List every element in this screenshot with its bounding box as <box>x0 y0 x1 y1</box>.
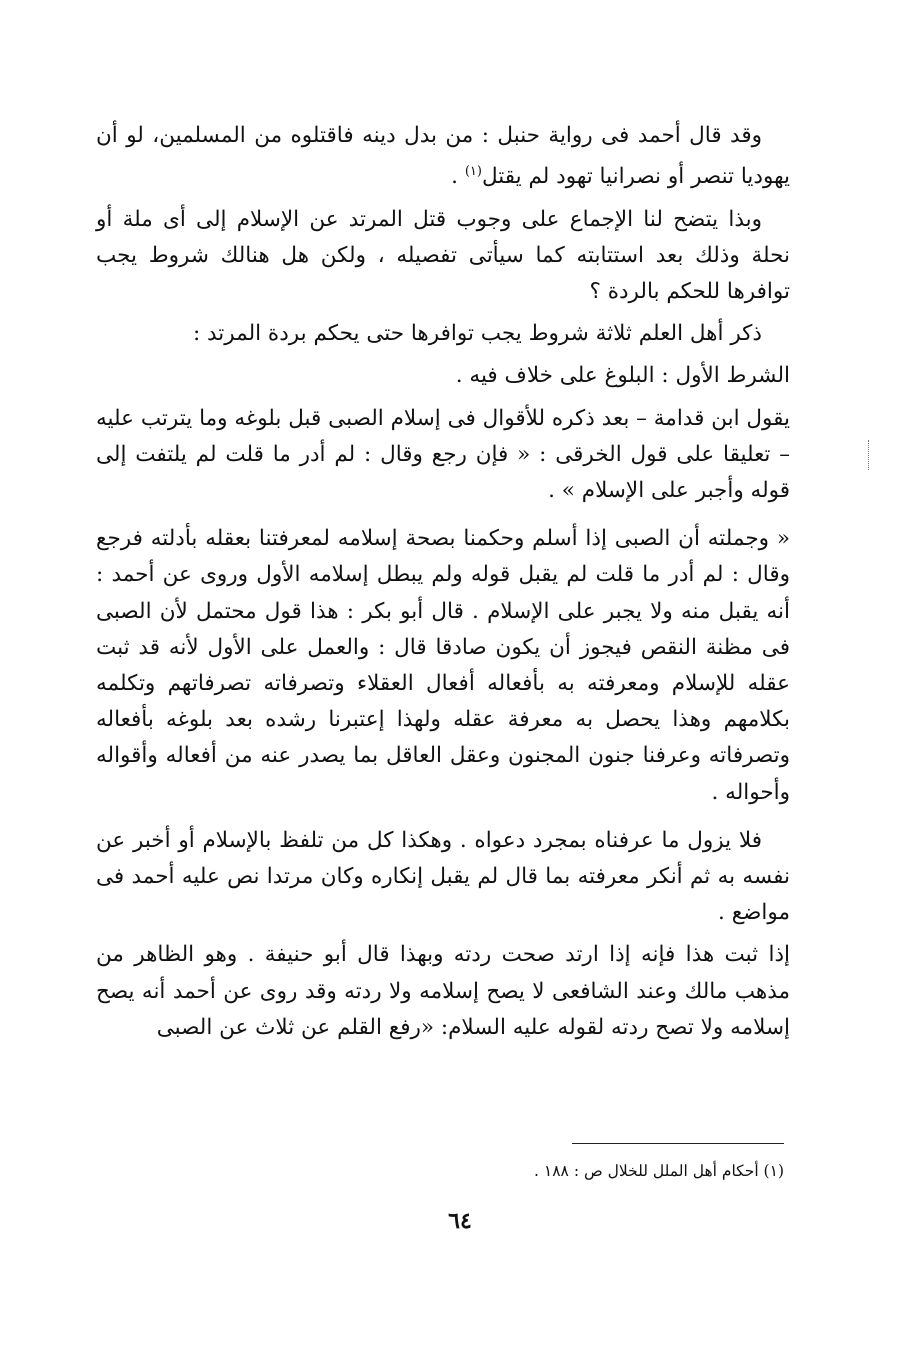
paragraph-1 <box>96 118 790 196</box>
paragraph-3: ذكر أهل العلم ثلاثة شروط يجب توافرها حتى يحكم بردة المرتد : <box>192 321 762 347</box>
paragraph-1-text: وقد قال أحمد فى رواية حنبل : من بدل دينه فاقتلوه من المسلمين، لو أن يهوديا تنصر أو نصرانيا تهود لم يقتل <box>96 123 790 190</box>
paragraph-6: « وجملته أن الصبى إذا أسلم وحكمنا بصحة إسلامه لمعرفتنا بعقله بأدلته فرجع وقال : لم أدر ما قلت لم يقبل قوله ولم يبطل إسلامه الأول وروى عن أحمد : أنه يقبل منه ولا يجبر على الإسلام . قال أبو بكر : هذا قول محتمل لأن الصبى فى مظنة النقص فيجوز أن يكون صادقا قال : والعمل على الأول لأنه قد ثبت عقله للإسلام ومعرفته به بأفعاله أفعال العقلاء وتصرفاته تصرفاتهم وتكلمه بكلامهم وهذا يحصل به معرفة عقله ولهذا إعتبرنا رشده بعد بلوغه بأفعاله وتصرفاته وعرفنا جنون المجنون وعقل العاقل بما يصدر عنه من أفعاله وأقواله وأحواله . <box>96 526 790 805</box>
footnote: (١) أحكام أهل الملل للخلال ص : ١٨٨ . <box>534 1162 784 1180</box>
page-number: ٦٤ <box>448 1208 472 1234</box>
paragraph-7: فلا يزول ما عرفناه بمجرد دعواه . وهكذا كل من تلفظ بالإسلام أو أخبر عن نفسه به ثم أنكر معرفته بما قال لم يقبل إنكاره وكان مرتدا نص عليه أحمد فى مواضع . <box>96 827 790 926</box>
paragraph-5: يقول ابن قدامة – بعد ذكره للأقوال فى إسلام الصبى قبل بلوغه وما يترتب عليه – تعليقا على قول الخرقى : « فإن رجع وقال : لم أدر ما قلت لم يلتفت إلى قوله وأجبر على الإسلام » . <box>96 405 790 503</box>
paragraph-2: وبذا يتضح لنا الإجماع على وجوب قتل المرتد عن الإسلام إلى أى ملة أو نحلة وذلك بعد استتابته كما سيأتى تفصيله ، ولكن هل هنالك شروط يجب توافرها للحكم بالردة ؟ <box>96 206 790 304</box>
footnote-divider <box>572 1143 784 1144</box>
footnote-ref: (١) <box>464 164 482 180</box>
paragraph-4: الشرط الأول : البلوغ على خلاف فيه . <box>455 363 790 389</box>
page-body <box>96 118 790 1052</box>
paragraph-8: إذا ثبت هذا فإنه إذا ارتد صحت ردته وبهذا قال أبو حنيفة . وهو الظاهر من مذهب مالك وعند الشافعى لا يصح إسلامه ولا ردته وقد روى عن أحمد أنه يصح إسلامه ولا تصح ردته لقوله عليه السلام: «رفع القلم عن ثلاث عن الصبى <box>96 942 790 1040</box>
margin-mark <box>868 440 881 470</box>
paragraph-1-tail: . <box>451 164 465 190</box>
